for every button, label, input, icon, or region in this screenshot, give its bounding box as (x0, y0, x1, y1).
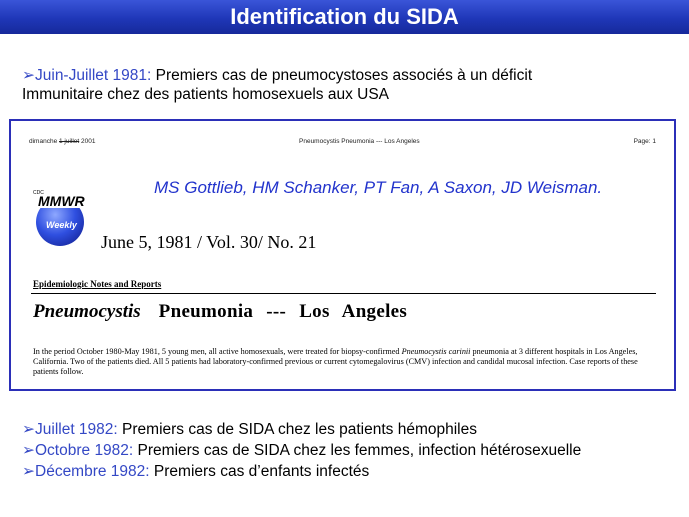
bullet-text: Premiers cas de SIDA chez les patients hémophiles (122, 421, 477, 438)
bullet-1981 (22, 66, 532, 104)
bullet-date: Octobre 1982: (35, 442, 134, 459)
slide-title-bar (0, 0, 689, 34)
slide-title: Identification du SIDA (230, 4, 459, 29)
article-title-rest: Pneumonia --- Los Angeles (158, 301, 408, 322)
document-running-title: Pneumocystis Pneumonia --- Los Angeles (299, 138, 420, 145)
bullet-jul-1982 (22, 420, 477, 439)
logo-text: MMWR (38, 193, 85, 209)
body-part2: pneumonia at 3 different hospitals in Los Angeles, California. Two of the patients died. All 5 patients had laboratory-confirmed previous or current cytomegalovirus (CMV) infection and candidal mucosal infection. Case reports of these patients follow. (33, 347, 638, 376)
article-title-italic: Pneumocystis (33, 301, 141, 322)
bullet-date: Juin-Juillet 1981: (35, 67, 152, 84)
bullet-date: Décembre 1982: (35, 463, 150, 480)
bullet-arrow-icon: ➢ (22, 463, 35, 480)
article-title (33, 301, 407, 323)
logo-sub: Weekly (46, 220, 77, 230)
document-date (29, 138, 96, 145)
date-prefix: dimanche (29, 138, 59, 145)
article-body (33, 347, 653, 377)
bullet-dec-1982 (22, 462, 369, 481)
date-struck: 1 juillet (59, 138, 80, 145)
bullet-text: Premiers cas de SIDA chez les femmes, infection hétérosexuelle (137, 442, 582, 459)
section-label: Epidemiologic Notes and Reports (33, 279, 162, 289)
bullet-text: Premiers cas d’enfants infectés (153, 463, 370, 480)
document-header (29, 138, 656, 150)
date-suffix: 2001 (79, 138, 96, 145)
bullet-arrow-icon: ➢ (22, 67, 35, 84)
bullet-arrow-icon: ➢ (22, 442, 35, 459)
bullet-arrow-icon: ➢ (22, 421, 35, 438)
document-page-number: Page: 1 (633, 138, 656, 145)
bullet-oct-1982 (22, 441, 581, 460)
mmwr-logo-icon (33, 176, 87, 256)
bullet-text-line2: Immunitaire chez des patients homosexuels aux USA (22, 86, 390, 103)
citation: June 5, 1981 / Vol. 30/ No. 21 (101, 232, 317, 252)
body-italic: Pneumocystis carinii (401, 347, 471, 356)
divider (31, 293, 656, 294)
mmwr-document-excerpt (9, 119, 676, 391)
bullet-text: Premiers cas de pneumocystoses associés à un déficit (155, 67, 533, 84)
body-part1: In the period October 1980-May 1981, 5 young men, all active homosexuals, were treated for biopsy-confirmed (33, 347, 402, 356)
logo-prefix: CDC (33, 190, 44, 196)
authors: MS Gottlieb, HM Schanker, PT Fan, A Saxon, JD Weisman. (154, 178, 603, 197)
bullet-date: Juillet 1982: (35, 421, 118, 438)
